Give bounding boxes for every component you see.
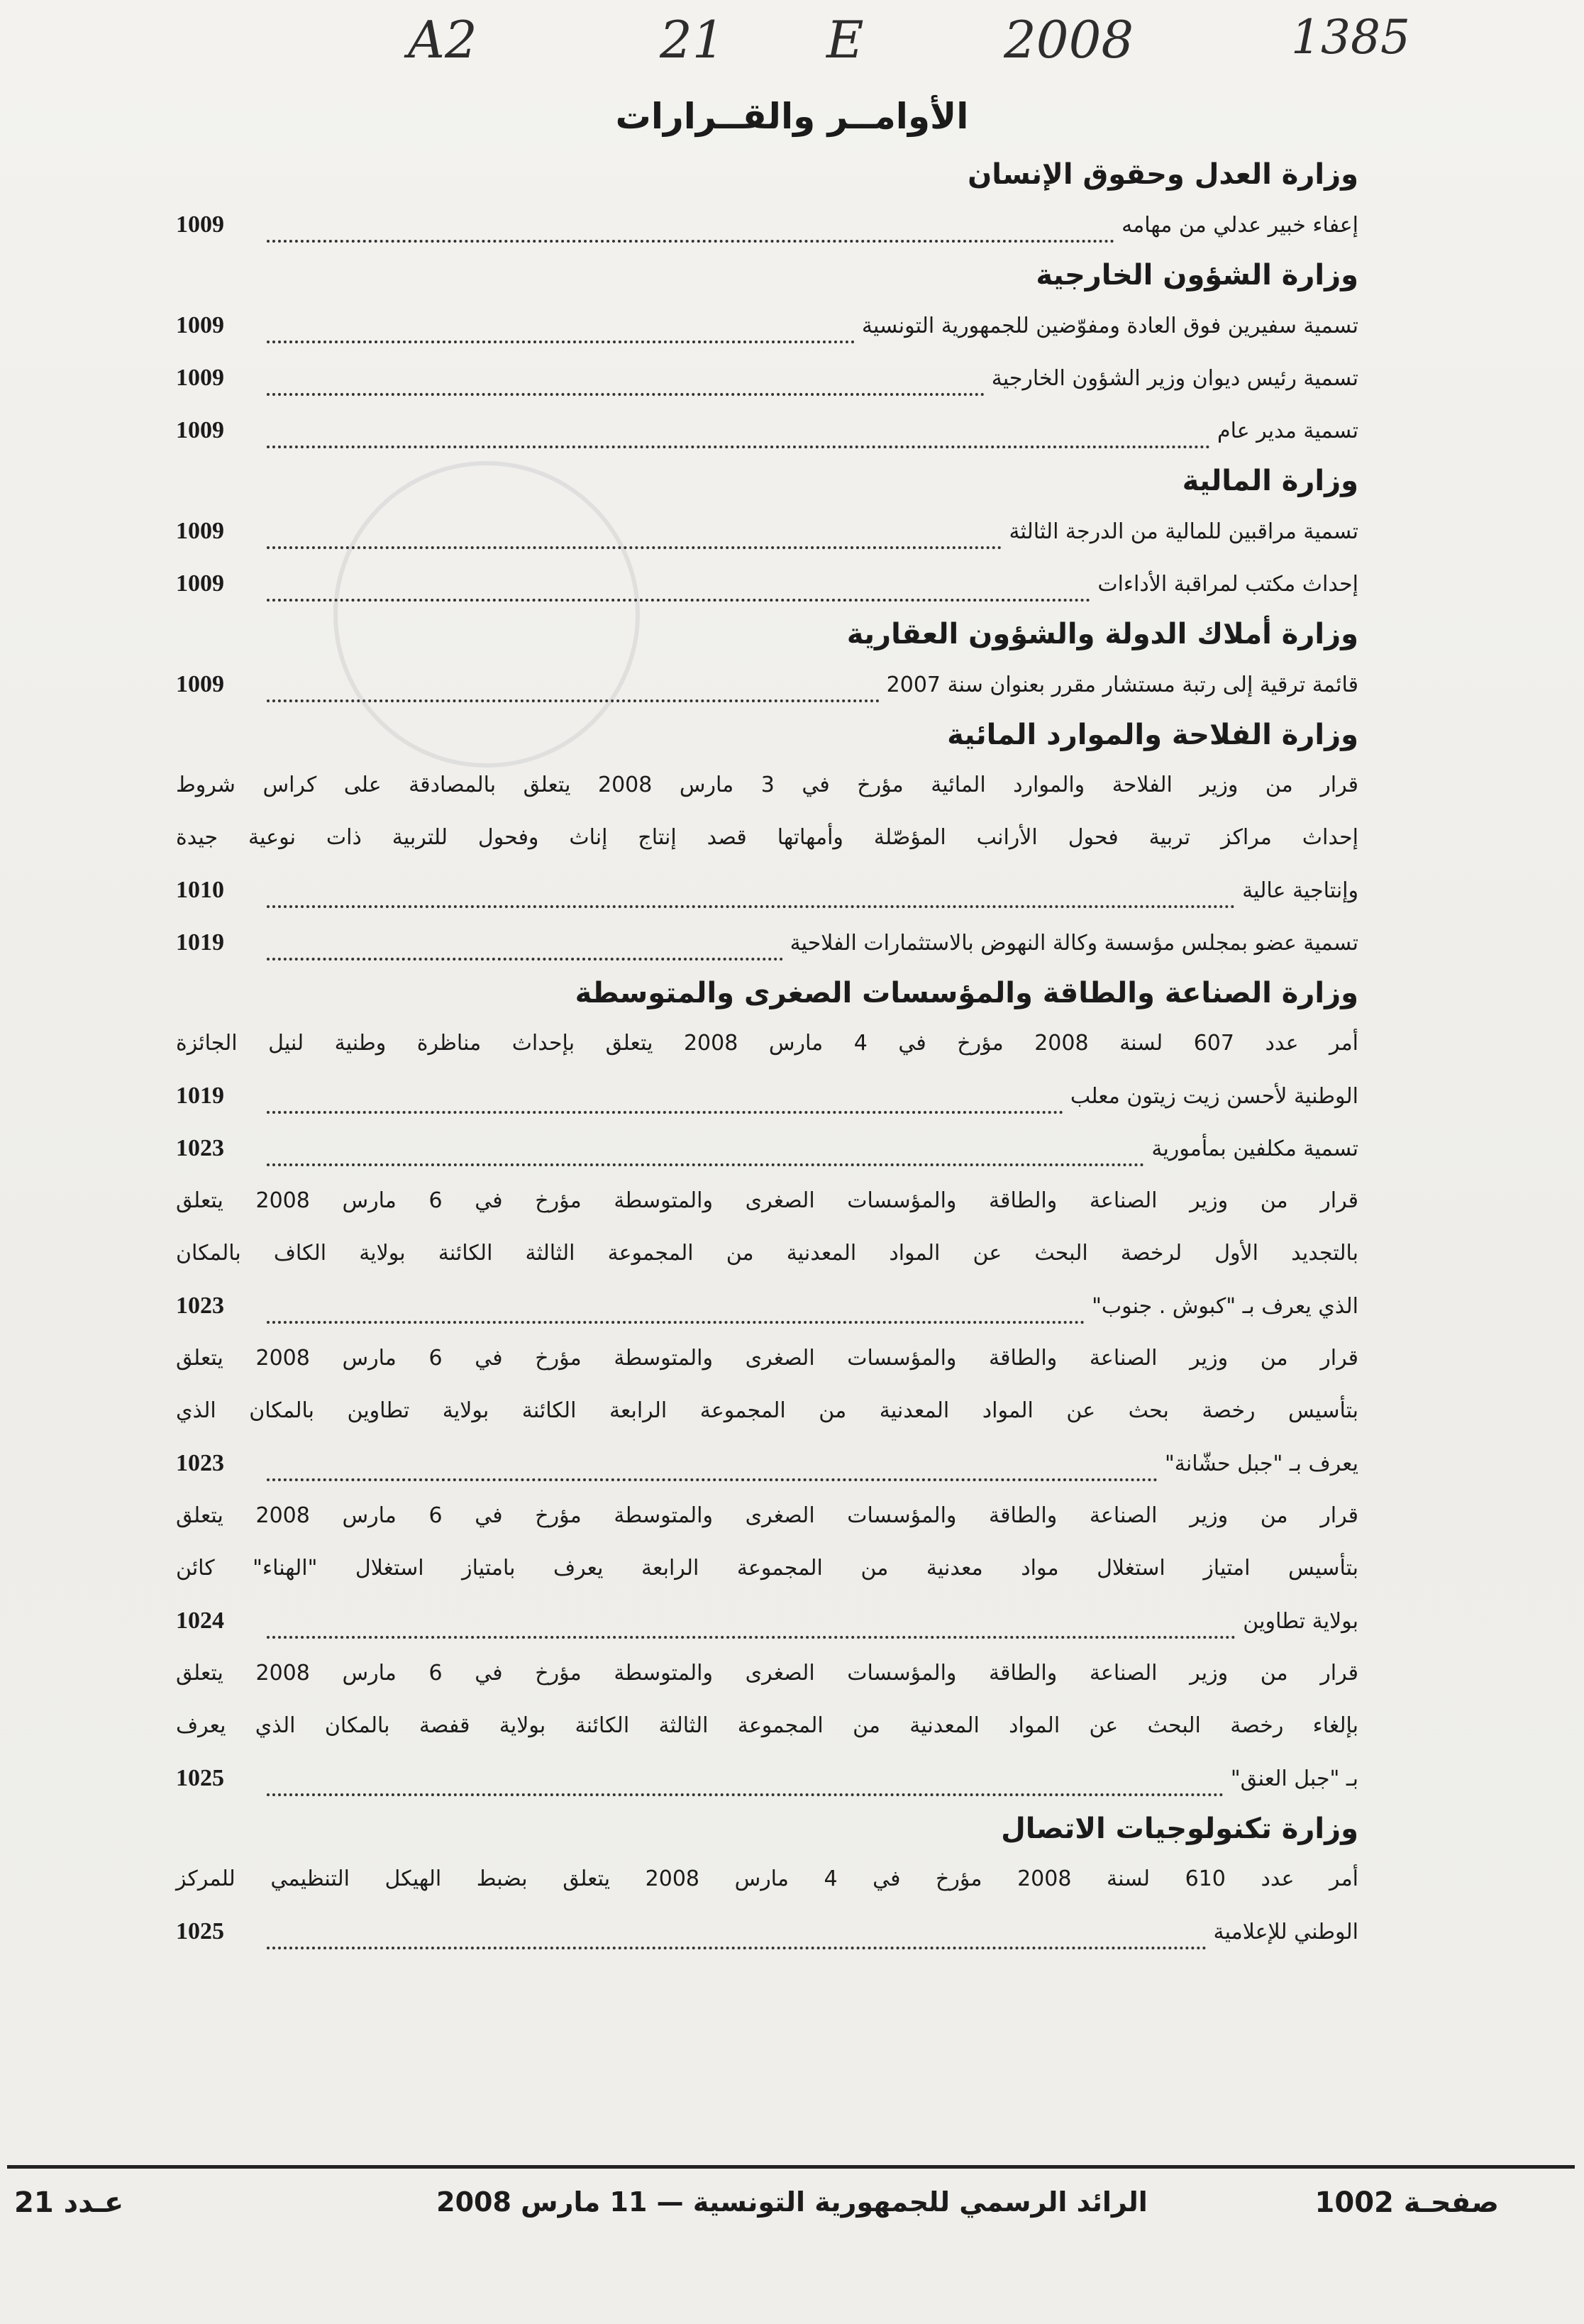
entry-page-number: 1009	[176, 365, 224, 391]
entry-page-number: 1025	[176, 1765, 224, 1791]
dot-leader	[267, 1636, 1236, 1639]
entry-line	[176, 352, 1358, 404]
entry-page-number: 1023	[176, 1450, 224, 1476]
toc-section	[176, 610, 1358, 711]
toc-section	[176, 251, 1358, 457]
entry-text: الذي يعرف بـ "كبوش . جنوب"	[1092, 1294, 1358, 1319]
dot-leader	[267, 1947, 1207, 1949]
entry-text: يعرف بـ "جبل حشّانة"	[1164, 1451, 1358, 1476]
entry-line	[176, 1542, 1358, 1595]
handwritten-letter: E	[826, 10, 864, 70]
entry-line	[176, 759, 1358, 812]
entry-page-number: 1025	[176, 1918, 224, 1944]
toc-entry[interactable]	[176, 352, 1358, 404]
entry-page-number: 1019	[176, 1083, 224, 1109]
dot-leader	[267, 1163, 1144, 1166]
entry-text: وإنتاجية عالية	[1242, 878, 1358, 903]
dot-leader	[267, 905, 1235, 908]
toc-entry[interactable]	[176, 1122, 1358, 1175]
dot-leader	[267, 1111, 1063, 1114]
entry-line	[176, 1700, 1358, 1752]
dot-leader	[267, 1478, 1158, 1481]
entry-line	[176, 1437, 1358, 1490]
dot-leader	[267, 599, 1090, 602]
entry-text: تسمية عضو بمجلس مؤسسة وكالة النهوض بالاستثمارات الفلاحية	[790, 931, 1358, 956]
footer-publication: الرائد الرسمي للجمهورية التونسية — 11 مارس 2008	[436, 2186, 1148, 2218]
entry-line	[176, 1227, 1358, 1280]
entry-line	[176, 658, 1358, 711]
ministry-heading: وزارة العدل وحقوق الإنسان	[968, 158, 1358, 191]
entry-text: قرار من وزير الصناعة والطاقة والمؤسسات الصغرى والمتوسطة مؤرخ في 6 مارس 2008 يتعلق	[176, 1346, 1358, 1371]
toc-entry[interactable]	[176, 917, 1358, 969]
toc-section	[176, 969, 1358, 1805]
ministry-heading: وزارة الصناعة والطاقة والمؤسسات الصغرى والمتوسطة	[575, 977, 1358, 1009]
entry-text: بإلغاء رخصة البحث عن المواد المعدنية من المجموعة الثالثة الكائنة بولاية قفصة بالمكان الذي يعرف	[176, 1713, 1358, 1738]
entry-text: قرار من وزير الفلاحة والموارد المائية مؤرخ في 3 مارس 2008 يتعلق بالمصادقة على كراس شروط	[176, 773, 1358, 797]
toc-entry[interactable]	[176, 1853, 1358, 1958]
entry-line	[176, 917, 1358, 969]
table-of-contents	[176, 150, 1358, 1958]
entry-page-number: 1024	[176, 1608, 224, 1634]
toc-entry[interactable]	[176, 1490, 1358, 1647]
toc-entry[interactable]	[176, 558, 1358, 610]
entry-line	[176, 1017, 1358, 1070]
footer-page-number: صفحـة 1002	[1314, 2186, 1499, 2219]
entry-line	[176, 864, 1358, 917]
entry-text: تسمية مكلفين بمأمورية	[1151, 1136, 1358, 1161]
entry-page-number: 1009	[176, 312, 224, 338]
entry-text: تسمية مدير عام	[1217, 419, 1358, 443]
entry-text: إعفاء خبير عدلي من مهامه	[1121, 213, 1358, 238]
dot-leader	[267, 446, 1210, 448]
entry-text: قرار من وزير الصناعة والطاقة والمؤسسات الصغرى والمتوسطة مؤرخ في 6 مارس 2008 يتعلق	[176, 1503, 1358, 1528]
entry-line	[176, 812, 1358, 864]
toc-section	[176, 711, 1358, 969]
entry-text: بولاية تطاوين	[1243, 1609, 1358, 1634]
ministry-heading: وزارة الشؤون الخارجية	[1036, 259, 1358, 292]
entry-text: قرار من وزير الصناعة والطاقة والمؤسسات الصغرى والمتوسطة مؤرخ في 6 مارس 2008 يتعلق	[176, 1661, 1358, 1686]
entry-text: الوطنية لأحسن زيت زيتون معلب	[1070, 1084, 1358, 1109]
ministry-heading: وزارة تكنولوجيات الاتصال	[1001, 1813, 1358, 1845]
entry-line	[176, 404, 1358, 457]
entry-line	[176, 1070, 1358, 1122]
toc-entry[interactable]	[176, 199, 1358, 251]
handwritten-day: 21	[660, 10, 725, 70]
dot-leader	[267, 393, 985, 396]
entry-page-number: 1010	[176, 877, 224, 903]
ministry-heading: وزارة أملاك الدولة والشؤون العقارية	[846, 618, 1358, 651]
dot-leader	[267, 699, 880, 702]
entry-text: بتأسيس امتياز استغلال مواد معدنية من المجموعة الرابعة يعرف بامتياز استغلال "الهناء" كائن	[176, 1556, 1358, 1581]
entry-line	[176, 1905, 1358, 1958]
entry-text: قرار من وزير الصناعة والطاقة والمؤسسات الصغرى والمتوسطة مؤرخ في 6 مارس 2008 يتعلق	[176, 1188, 1358, 1213]
entry-text: قائمة ترقية إلى رتبة مستشار مقرر بعنوان سنة 2007	[886, 673, 1358, 697]
entry-page-number: 1023	[176, 1135, 224, 1161]
dot-leader	[267, 1321, 1085, 1324]
entry-line	[176, 1122, 1358, 1175]
toc-entry[interactable]	[176, 299, 1358, 352]
handwritten-a2: A2	[408, 10, 477, 70]
entry-line	[176, 1490, 1358, 1542]
handwritten-number: 1385	[1291, 10, 1410, 65]
toc-section	[176, 1805, 1358, 1958]
entry-text: تسمية رئيس ديوان وزير الشؤون الخارجية	[991, 366, 1358, 391]
page-title: الأوامــر والقــرارات	[615, 96, 969, 137]
ministry-heading: وزارة المالية	[1182, 465, 1358, 497]
toc-section	[176, 457, 1358, 610]
dot-leader	[267, 341, 855, 343]
entry-line	[176, 558, 1358, 610]
dot-leader	[267, 240, 1114, 243]
entry-page-number: 1009	[176, 671, 224, 697]
toc-entry[interactable]	[176, 1332, 1358, 1490]
entry-line	[176, 1647, 1358, 1700]
entry-line	[176, 1853, 1358, 1905]
entry-page-number: 1009	[176, 211, 224, 238]
entry-page-number: 1009	[176, 518, 224, 544]
dot-leader	[267, 1793, 1224, 1796]
page-footer	[0, 2186, 1584, 2236]
footer-divider	[7, 2165, 1575, 2169]
toc-entry[interactable]	[176, 658, 1358, 711]
entry-line	[176, 1595, 1358, 1647]
handwritten-year: 2008	[1004, 10, 1134, 70]
entry-text: أمر عدد 607 لسنة 2008 مؤرخ في 4 مارس 2008 يتعلق بإحداث مناظرة وطنية لنيل الجائزة	[176, 1031, 1358, 1056]
footer-issue-number: عـدد 21	[14, 2186, 124, 2219]
entry-line	[176, 1385, 1358, 1437]
toc-entry[interactable]	[176, 505, 1358, 558]
toc-entry[interactable]	[176, 759, 1358, 917]
entry-line	[176, 1332, 1358, 1385]
entry-page-number: 1009	[176, 417, 224, 443]
dot-leader	[267, 958, 783, 961]
entry-page-number: 1019	[176, 929, 224, 956]
entry-text: إحداث مكتب لمراقبة الأداءات	[1097, 572, 1358, 597]
entry-text: الوطني للإعلامية	[1213, 1920, 1358, 1944]
entry-text: تسمية سفيرين فوق العادة ومفوّضين للجمهورية التونسية	[861, 314, 1358, 338]
toc-section	[176, 150, 1358, 251]
toc-entry[interactable]	[176, 1647, 1358, 1805]
toc-entry[interactable]	[176, 1175, 1358, 1332]
entry-text: بتأسيس رخصة بحث عن المواد المعدنية من المجموعة الرابعة الكائنة بولاية تطاوين بالمكان الذي	[176, 1398, 1358, 1423]
entry-text: أمر عدد 610 لسنة 2008 مؤرخ في 4 مارس 2008 يتعلق بضبط الهيكل التنظيمي للمركز	[176, 1866, 1359, 1891]
entry-line	[176, 1175, 1358, 1227]
entry-page-number: 1009	[176, 570, 224, 597]
entry-line	[176, 299, 1358, 352]
entry-line	[176, 505, 1358, 558]
entry-page-number: 1023	[176, 1293, 224, 1319]
dot-leader	[267, 546, 1002, 549]
ministry-heading: وزارة الفلاحة والموارد المائية	[947, 719, 1358, 751]
entry-text: إحداث مراكز تربية فحول الأرانب المؤصّلة وأمهاتها قصد إنتاج إناث وفحول للتربية ذات نوعية جيدة	[176, 825, 1358, 850]
entry-text: بالتجديد الأول لرخصة البحث عن المواد المعدنية من المجموعة الثالثة الكائنة بولاية الكاف بالمكان	[176, 1241, 1358, 1266]
toc-entry[interactable]	[176, 404, 1358, 457]
entry-line	[176, 1280, 1358, 1332]
entry-line	[176, 1752, 1358, 1805]
entry-text: تسمية مراقبين للمالية من الدرجة الثالثة	[1009, 519, 1358, 544]
toc-entry[interactable]	[176, 1017, 1358, 1122]
entry-text: بـ "جبل العنق"	[1230, 1766, 1358, 1791]
entry-line	[176, 199, 1358, 251]
